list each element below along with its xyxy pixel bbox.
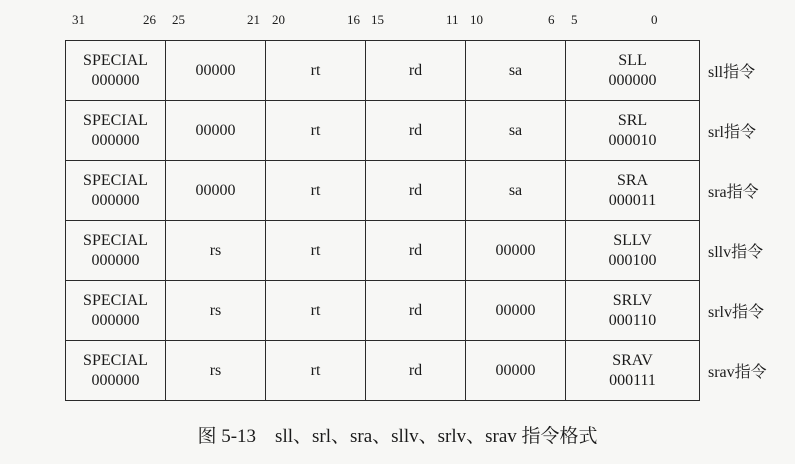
cell-text: rt [310, 61, 321, 79]
sa-field-cell [466, 101, 566, 161]
bit-position-5: 5 [571, 12, 578, 27]
table-row [66, 161, 700, 221]
bit-position-25: 25 [172, 12, 185, 27]
cell-text: rd [408, 361, 423, 379]
rd-field-cell [366, 341, 466, 401]
opcode-field-cell [66, 161, 166, 221]
cell-text: 000111 [609, 371, 656, 389]
cell-text: rt [310, 121, 321, 139]
opcode-field-cell [66, 101, 166, 161]
table-row [66, 341, 700, 401]
cell-text: 000100 [608, 251, 657, 269]
cell-text: SRLV [612, 291, 653, 309]
table-row [66, 41, 700, 101]
sa-field-cell [466, 281, 566, 341]
function-field-cell [566, 341, 700, 401]
rt-field-cell [266, 101, 366, 161]
rs-field-cell [166, 221, 266, 281]
table-row [66, 101, 700, 161]
table-row [66, 281, 700, 341]
cell-text: SPECIAL [83, 351, 148, 369]
bit-position-31: 31 [72, 12, 85, 27]
sa-field-cell [466, 161, 566, 221]
bit-position-10: 10 [470, 12, 483, 27]
cell-text: SRAV [612, 351, 653, 369]
function-field-cell [566, 41, 700, 101]
cell-text: rt [310, 301, 321, 319]
cell-text: SLLV [613, 231, 652, 249]
cell-text: SPECIAL [83, 291, 148, 309]
cell-text: rd [408, 61, 423, 79]
cell-text: 00000 [495, 301, 536, 319]
opcode-field-cell [66, 41, 166, 101]
cell-text: sa [508, 61, 523, 79]
function-field-cell [566, 221, 700, 281]
row-label: sll指令 [708, 64, 756, 81]
cell-text: rd [408, 241, 423, 259]
cell-text: 00000 [495, 361, 536, 379]
cell-text: SRA [616, 171, 649, 189]
rd-field-cell [366, 281, 466, 341]
rt-field-cell [266, 341, 366, 401]
cell-text: rt [310, 361, 321, 379]
cell-text: SPECIAL [83, 51, 148, 69]
cell-text: 00000 [495, 241, 536, 259]
cell-text: rs [209, 361, 222, 379]
cell-text: 000010 [608, 131, 657, 149]
cell-text: 000000 [91, 251, 140, 269]
cell-text: 000000 [91, 311, 140, 329]
cell-text: SPECIAL [83, 111, 148, 129]
function-field-cell [566, 281, 700, 341]
opcode-field-cell [66, 341, 166, 401]
rd-field-cell [366, 221, 466, 281]
figure-caption: 图 5-13 sll、srl、sra、sllv、srlv、srav 指令格式 [197, 426, 598, 447]
sa-field-cell [466, 221, 566, 281]
function-field-cell [566, 101, 700, 161]
cell-text: rt [310, 241, 321, 259]
rd-field-cell [366, 41, 466, 101]
cell-text: 00000 [195, 181, 236, 199]
row-label: srlv指令 [708, 304, 765, 321]
cell-text: rs [209, 241, 222, 259]
cell-text: 00000 [195, 121, 236, 139]
cell-text: 000011 [608, 191, 657, 209]
bit-position-26: 26 [143, 12, 156, 27]
row-label: srl指令 [708, 124, 757, 141]
bit-position-0: 0 [651, 12, 658, 27]
cell-text: 000000 [608, 71, 657, 89]
cell-text: 000110 [608, 311, 657, 329]
rs-field-cell [166, 161, 266, 221]
rs-field-cell [166, 341, 266, 401]
rt-field-cell [266, 221, 366, 281]
bit-position-20: 20 [272, 12, 285, 27]
table-row [66, 221, 700, 281]
cell-text: rt [310, 181, 321, 199]
sa-field-cell [466, 341, 566, 401]
rd-field-cell [366, 161, 466, 221]
opcode-field-cell [66, 281, 166, 341]
rs-field-cell [166, 41, 266, 101]
bit-position-11: 11 [446, 12, 459, 27]
cell-text: sa [508, 121, 523, 139]
rs-field-cell [166, 281, 266, 341]
rt-field-cell [266, 41, 366, 101]
rd-field-cell [366, 101, 466, 161]
cell-text: SRL [617, 111, 648, 129]
instruction-format-table [65, 40, 700, 401]
cell-text: 000000 [91, 191, 140, 209]
cell-text: rd [408, 301, 423, 319]
cell-text: sa [508, 181, 523, 199]
cell-text: 000000 [91, 371, 140, 389]
cell-text: rs [209, 301, 222, 319]
bit-position-6: 6 [548, 12, 555, 27]
cell-text: SPECIAL [83, 171, 148, 189]
rs-field-cell [166, 101, 266, 161]
row-label: sra指令 [708, 184, 759, 201]
cell-text: SPECIAL [83, 231, 148, 249]
cell-text: 000000 [91, 71, 140, 89]
cell-text: rd [408, 121, 423, 139]
bit-position-21: 21 [247, 12, 260, 27]
bit-position-15: 15 [371, 12, 384, 27]
bit-position-16: 16 [347, 12, 360, 27]
rt-field-cell [266, 161, 366, 221]
cell-text: 000000 [91, 131, 140, 149]
row-label: srav指令 [708, 364, 767, 381]
cell-text: SLL [618, 51, 647, 69]
row-label: sllv指令 [708, 244, 764, 261]
cell-text: 00000 [195, 61, 236, 79]
rt-field-cell [266, 281, 366, 341]
function-field-cell [566, 161, 700, 221]
cell-text: rd [408, 181, 423, 199]
sa-field-cell [466, 41, 566, 101]
opcode-field-cell [66, 221, 166, 281]
